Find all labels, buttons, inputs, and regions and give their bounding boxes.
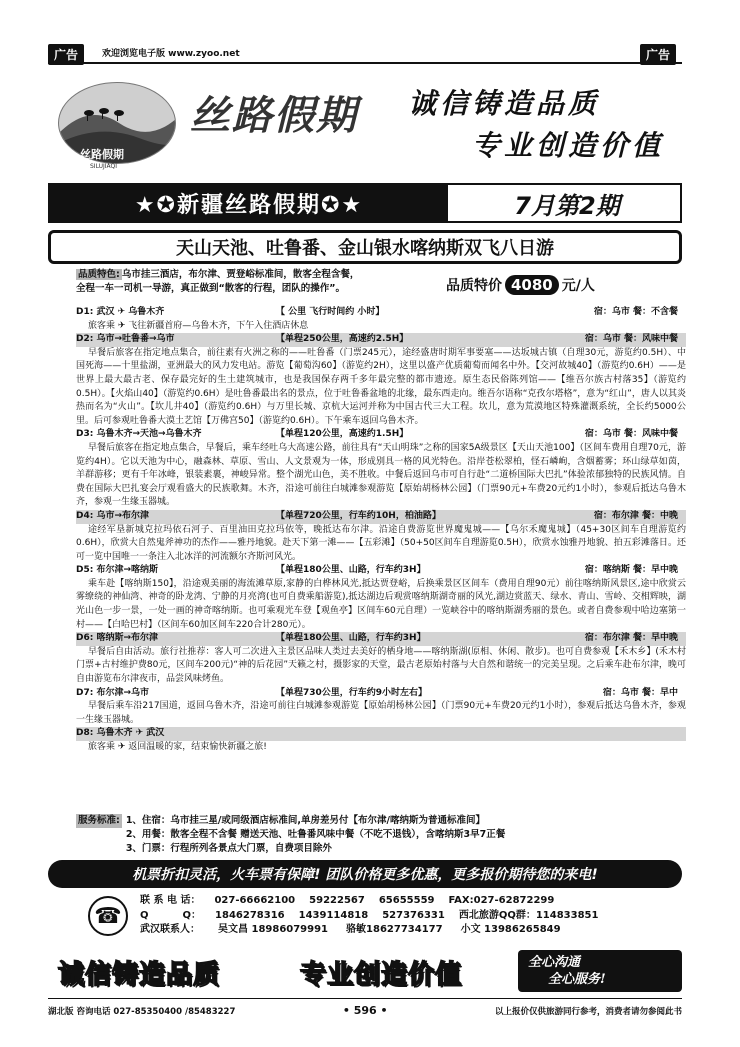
day-header — [76, 564, 686, 578]
route-title: 天山天池、吐鲁番、金山银水喀纳斯双飞八日游 — [48, 230, 682, 264]
features-line-2: 全程一车一司机一导游，真正做到“散客的行程，团队的操作”。 — [76, 283, 345, 294]
day-description: 早餐后乘车沿217国道，返回乌鲁木齐，沿途可前往白城滩参观游览【原始胡杨林公园】（门票90元+车费20元约1小时），参观后抵达乌鲁木齐，参观一生缘玉器城。 — [76, 701, 686, 725]
ad-label-right: 广告 — [640, 44, 676, 65]
qq-3: 527376331 — [382, 909, 445, 921]
footer-hotline: 湖北版 咨询电话 027-85350400 /85483227 — [48, 1006, 236, 1017]
bottom-slogan-right: 专业创造价值 — [300, 960, 463, 990]
contact-block — [140, 894, 740, 940]
itinerary-day — [76, 306, 686, 333]
phone-icon: ☎ — [88, 896, 128, 936]
day-header — [76, 632, 686, 646]
day-lodging-meals: 宿：乌市 餐：不含餐 — [593, 307, 678, 317]
price-value: 4080 — [505, 275, 559, 295]
price-block — [446, 272, 686, 298]
day-distance: 【单程730公里，行车约9小时左右】 — [276, 687, 428, 698]
day-route: D1: 武汉 ✈ 乌鲁木齐 — [76, 307, 165, 317]
brand-wordmark: 丝路假期 — [190, 92, 358, 139]
wuhan-contact-label: 武汉联系人： — [140, 924, 200, 935]
site-url-text: 欢迎浏览电子版 www.zyoo.net — [102, 49, 240, 59]
day-header — [76, 428, 686, 442]
day-lodging-meals: 宿：布尔津 餐：早中晚 — [584, 633, 678, 644]
logo-pinyin: SILUJIAQI — [90, 163, 118, 170]
day-description: 途经军垦新城克拉玛依石河子、百里油田克拉玛依等，晚抵达布尔津。沿途自费游览世界魔鬼城——【乌尔禾魔鬼城】（45+30区间车自理游览约0.6H），欣赏大自然鬼斧神功的杰作——雅丹地貌。赴天下第一滩——【五彩滩】（50+50区间车自理游览0.5H），欣赏水蚀雅丹地貌、拍五彩滩落日。还可一览中国唯一一条注入北冰洋的河流额尔齐斯河风光。 — [76, 524, 686, 562]
footer-divider — [48, 998, 682, 999]
itinerary — [76, 306, 686, 755]
day-description: 乘车赴【喀纳斯150】，沿途观美丽的海流滩草原,家静的白桦林风光,抵达贾登峪，后换乘景区区间车（费用自理90元）前往喀纳斯风景区,途中欣赏云雾缭绕的神仙湾、神奇的卧龙湾、宁静的月亮湾(也可自费乘船游览),抵达湖边后观赏喀纳斯湖奇丽的风光,湖边赏蓝天、绿水、青山、雪岭、交相辉映，湖光山色一步一景，一处一画的神奇喀纳斯。也可乘观光车登【观鱼亭】区间车60元自理）一览峡谷中的喀纳斯湖秀丽的景色。或者自费参观中哈边塞第一村——【白哈巴村】（区间车60加区间车220合计280元）。 — [76, 578, 686, 630]
care-box — [518, 950, 682, 992]
features-block — [76, 268, 446, 298]
contact-person-1: 吴文昌 18986079991 — [218, 924, 329, 935]
header-divider — [48, 62, 682, 64]
day-distance: 【单程120公里，高速约1.5H】 — [276, 429, 409, 440]
ad-label-left: 广告 — [48, 44, 84, 65]
day-distance — [276, 727, 496, 741]
service-item-meals: 2、用餐：散客全程不含餐 赠送天池、吐鲁番风味中餐（不吃不退钱），含喀纳斯3早7正餐 — [125, 829, 506, 840]
phone-1: 027-66662100 — [214, 895, 296, 906]
day-description: 旅客乘 ✈ 飞往新疆首府—乌鲁木齐，下午入住酒店休息 — [88, 320, 309, 331]
itinerary-day — [76, 564, 686, 632]
qq-2: 1439114818 — [298, 909, 369, 921]
day-description: 早餐后旅客在指定地点集合，前往素有火洲之称的——吐鲁番（门票245元），途经盛唐时期军事要塞——达坂城古镇（自理30元，游览约0.5H）、中国死海——十里盐湖，亚洲最大的风力发电站。游览【葡萄沟60】（游览约2H），这里以盛产优质葡萄而闻名中外。【交河故城40】（游览约0.6H）——是世界上最大最古老、保存最完好的生土建筑城市，也是我国保存两千多年最完整的都市遗迹。原生态民俗陈列馆——【维吾尔族古村落35】（游览约0.5H）。【火焰山40】（游览约0.6H）是吐鲁番最出名的景点，位于吐鲁番盆地的北缘，最东西走向。维吾尔语称“克孜尔塔格”，意为“红山”，唐人以其炎热而名为“火山”。【坎儿井40】（游览约0.6H）与万里长城、京杭大运河并称为中国古代三大工程。坎儿，意为荒漠地区特殊灌溉系统，全长约5000公里。后可参观吐鲁番大漠土艺馆【万佛宫50】（游览约0.6H）。下午乘车返回乌鲁木齐。 — [76, 347, 686, 426]
logo-caption: 丝路假期 — [80, 148, 124, 161]
qq-1: 1846278316 — [215, 909, 285, 921]
itinerary-day — [76, 510, 686, 564]
q-label: Q — [140, 909, 149, 921]
service-standards — [76, 814, 616, 856]
itinerary-day — [76, 687, 686, 728]
day-distance: 【单程720公里，行车约10H，柏油路】 — [276, 510, 441, 521]
price-unit: 元/人 — [561, 278, 595, 294]
day-route: D4: 乌市→布尔津 — [76, 510, 150, 521]
day-route: D7: 布尔津→乌市 — [76, 687, 150, 698]
day-distance: 【单程250公里，高速约2.5H】 — [276, 334, 409, 345]
services-label: 服务标准: — [78, 815, 120, 826]
page-number: • 596 • — [342, 1004, 388, 1017]
care-line-2: 全心服务! — [548, 972, 606, 987]
day-route: D3: 乌鲁木齐→天池→乌鲁木齐 — [76, 429, 202, 440]
itinerary-day — [76, 333, 686, 428]
day-route: D5: 布尔津→喀纳斯 — [76, 565, 159, 576]
issue-label: 7月第2期 — [514, 191, 620, 220]
day-lodging-meals — [496, 727, 686, 741]
bottom-slogan-left: 诚信铸造品质 — [58, 960, 221, 990]
qq-group: 西北旅游QQ群：114833851 — [458, 909, 599, 921]
day-header — [76, 727, 686, 741]
day-header — [76, 687, 686, 701]
phone-label: 联 系 电 话： — [140, 895, 201, 906]
slogan-line-1: 诚信铸造品质 — [408, 87, 601, 120]
day-distance: 【单程180公里、山路，行车约3H】 — [276, 633, 426, 644]
promo-banner: 机票折扣灵活，火车票有保障! 团队价格更多优惠，更多报价期待您的来电! — [48, 860, 682, 888]
day-header — [76, 306, 686, 320]
day-lodging-meals: 宿：乌市 餐：风味中餐 — [584, 429, 678, 440]
day-route: D2: 乌市→吐鲁番→乌市 — [76, 334, 175, 345]
day-description: 早餐后自由活动。旅行社推荐：客人可二次进入主景区品味人类过去美好的栖身地——喀纳斯湖(原相、休闲、散步)。也可自费参观【禾木乡】(禾木村门票+古村维护费80元，区间车200元)“神的后花园”天籁之村，摄影家的天堂，最古老原始村落与大自然和谐统一的完美呈现。之后乘车赴布尔津，晚可自由游览布尔津夜市，品尝风味烤鱼。 — [76, 646, 686, 685]
qq-label: Q： — [182, 909, 202, 921]
care-line-1: 全心沟通 — [528, 955, 581, 970]
day-distance: 【 公里 飞行时间约 小时】 — [276, 307, 385, 317]
service-item-tickets: 3、门票：行程所列各景点大门票，自费项目除外 — [125, 843, 332, 854]
footer — [48, 1004, 682, 1017]
itinerary-day — [76, 632, 686, 686]
day-lodging-meals: 宿：布尔津 餐：中晚 — [593, 510, 678, 521]
day-route: D6: 喀纳斯→布尔津 — [76, 633, 159, 644]
itinerary-day — [76, 428, 686, 510]
itinerary-day — [76, 727, 686, 754]
day-header — [76, 333, 686, 347]
phone-3: 65655559 — [378, 895, 435, 906]
day-lodging-meals: 宿：乌市 餐：风味中餐 — [584, 334, 678, 345]
day-lodging-meals: 宿：喀纳斯 餐：早中晚 — [584, 565, 678, 576]
day-header — [76, 510, 686, 524]
day-description: 早餐后旅客在指定地点集合，早餐后，乘车经吐乌大高速公路，前往具有“天山明珠”之称的国家5A级景区【天山天池100】（区间车费用自理70元，游览约4H）。它以天池为中心，融森林、草原、雪山、人文景观为一体，形成别具一格的风光特色。沿岸苍松翠柏，怪石嶙峋，含烟蓄雾；环山绿草如茵，羊群游移；更有千年冰峰，银装素裹，神峻异常。整个湖光山色，美不胜收。中餐后返回乌市可自行赴“二道桥国际大巴扎”体验浓郁独特的民族风情。自费在国际大巴扎宴会厅观看盛大的民族歌舞。木齐，沿途可前往白城滩参观游览【原始胡杨林公园】（门票90元+车费20元约1小时），参观后抵达乌鲁木齐，参观一生缘玉器城。 — [76, 442, 686, 508]
day-distance: 【单程180公里、山路，行车约3H】 — [276, 565, 426, 576]
day-lodging-meals: 宿：乌市 餐：早中 — [602, 687, 678, 698]
features-line-1: 乌市挂三酒店，布尔津、贾登峪标准间，散客全程含餐， — [121, 269, 360, 280]
slogan-line-2: 专业创造价值 — [472, 129, 665, 162]
features-label: 品质特色: — [78, 269, 120, 280]
service-item-lodging: 1、住宿：乌市挂三星/或同级酒店标准间,单房差另付【布尔津/喀纳斯为普通标准间】 — [125, 815, 485, 826]
footer-disclaimer: 以上报价仅供旅游同行参考，消费者请勿参阅此书 — [494, 1006, 682, 1017]
day-route: D8: 乌鲁木齐 ✈ 武汉 — [76, 728, 165, 739]
day-description: 旅客乘 ✈ 返回温暖的家，结束愉快新疆之旅! — [88, 742, 267, 752]
contact-person-3: 小文 13986265849 — [460, 924, 561, 935]
phone-2: 59222567 — [309, 895, 365, 906]
fax-number: FAX:027-62872299 — [448, 895, 555, 906]
price-label: 品质特价 — [446, 278, 502, 294]
page-title: ★✪新疆丝路假期✪★ — [50, 185, 448, 221]
contact-person-2: 骆敏18627734177 — [346, 924, 443, 935]
